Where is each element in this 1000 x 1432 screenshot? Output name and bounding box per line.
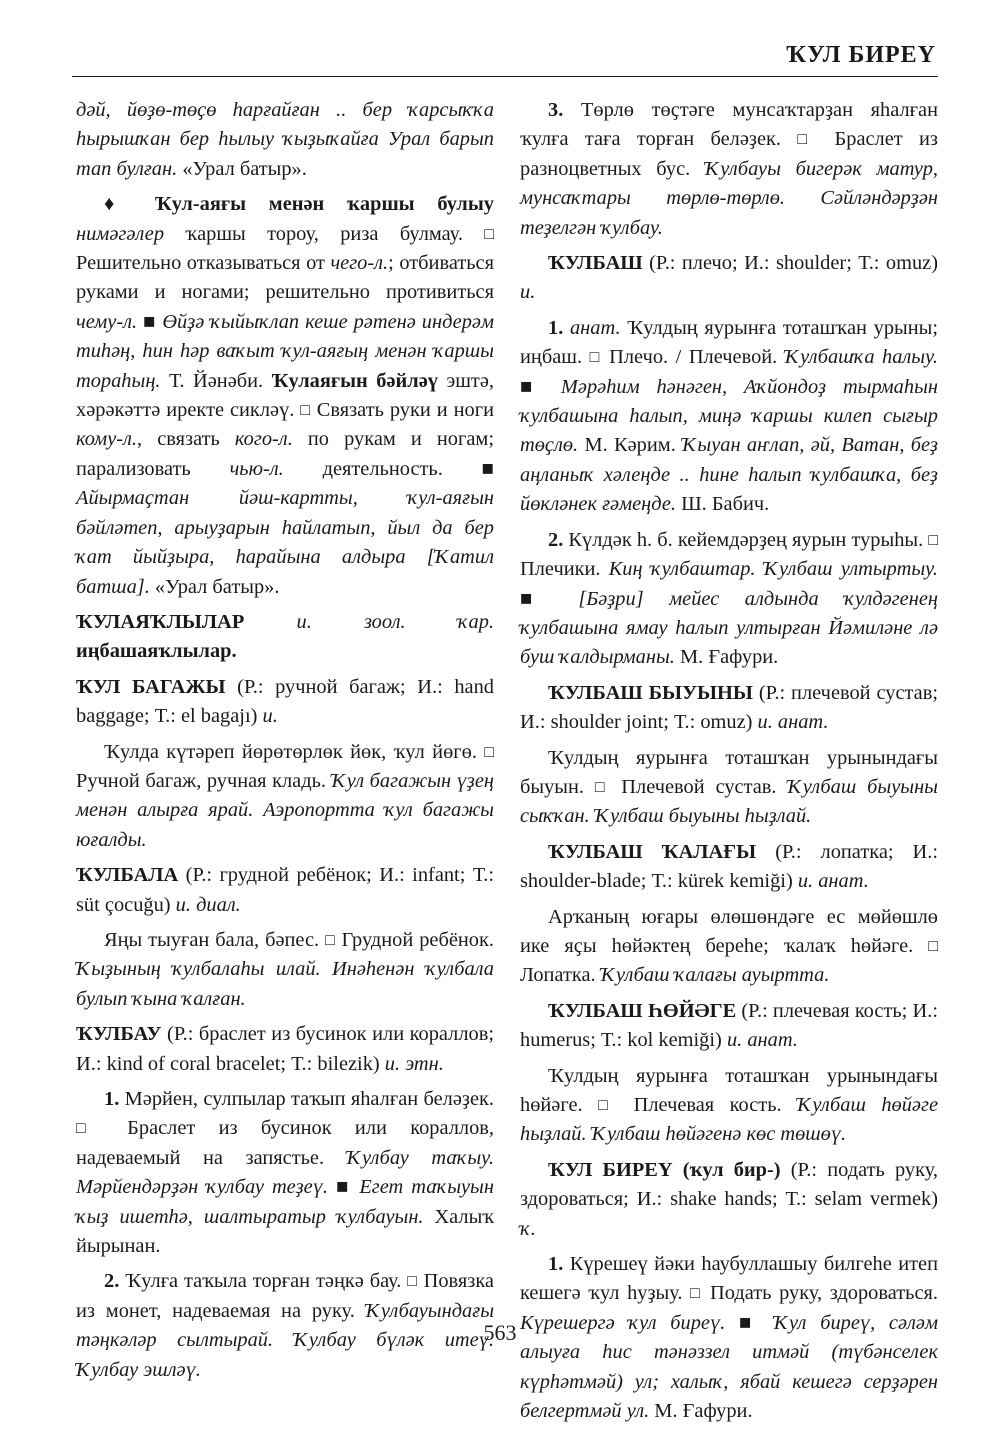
headword: ҠУЛБАУ <box>76 1023 162 1046</box>
headword: ҠУЛБАЛА <box>76 864 179 887</box>
example-square-icon: ■ <box>143 310 157 333</box>
grammar-note: и. анат. <box>797 870 869 893</box>
grammar-note: кого-л. <box>234 428 293 451</box>
equivalents-text: (Р.: грудной ребёнок; И.: infant; Т.: süt çocuğu) <box>76 864 494 916</box>
headword: ҠУЛБАШ <box>548 252 643 275</box>
idiom-entry <box>76 190 494 602</box>
example-text: Күрешергә ҡул биреү. <box>520 1311 726 1334</box>
translation-text: Плечевой сустав. <box>610 775 788 798</box>
definition-text: ҡаршы тороу, риза булмау. <box>164 222 485 245</box>
sense-paragraph <box>520 526 938 673</box>
grammar-note: чего-л. <box>330 252 389 275</box>
equivalents-text: (Р.: ручной багаж; И.: hand baggage; Т.: el bagajı) <box>76 675 494 728</box>
grammar-note: и. диал. <box>175 893 241 916</box>
example-text: Ҡулбаш быуыны сыҡҡан. Ҡулбаш быуыны һыҙлай. <box>520 775 938 828</box>
translation-text: ; отбиваться руками и ногами; решительно противиться <box>76 252 494 304</box>
grammar-note: чему-л. <box>76 310 138 333</box>
translation-text: Грудной ребёнок. <box>335 928 494 951</box>
example-text: Ҡул биреү, сәләм алыуға һис тәнәззел итмәй (түбәнселек күрһәтмәй) ул; халыҡ, ябай кешегә серҙәрен белгертмәй ул. <box>520 1311 938 1423</box>
example-text: Егет таҡыуын ҡыҙ ишетһә, шалтыратыр ҡулбауын. <box>76 1176 494 1228</box>
equivalents-text: (Р.: браслет из бусинок или кораллов; И.: kind of coral bracelet; Т.: bilezik) <box>76 1023 494 1075</box>
example-square-icon: ■ <box>336 1176 352 1199</box>
translation-text: Решительно отказываться от <box>76 252 331 275</box>
definition-paragraph <box>520 903 938 991</box>
entry-kul-bireu <box>520 1156 938 1244</box>
equivalents-text: (Р.: плечевой сустав; И.: shoulder joint; Т.: omuz) <box>520 681 938 734</box>
translation-text: деятельность. <box>283 457 482 480</box>
translation-square-icon: □ <box>594 778 611 796</box>
running-head: ҠУЛ БИРЕҮ <box>786 42 936 68</box>
entry-kulbash-hoyage <box>520 997 938 1056</box>
translation-square-icon: □ <box>598 1097 619 1114</box>
example-text: дәй, йөҙө-төҫө һарғайған .. бер ҡарсыҡҡа һырышҡан бер һылыу ҡыҙыҡайға Урал барып тап булған. <box>76 99 494 180</box>
header-rule <box>72 76 938 77</box>
definition-text: Ҡулдың яурынға тоташҡан урыны; иңбаш. <box>520 316 938 369</box>
source-text: «Урал батыр». <box>177 157 307 180</box>
source-text: Халыҡ йырынан. <box>76 1205 494 1258</box>
translation-square-icon: □ <box>797 131 819 149</box>
example-text: Мәрәһим һәнәген, Аҡйондоҙ тырмаһын ҡулбашына һалып, миңә ҡаршы килеп сығыр төҫлө. <box>520 375 938 457</box>
source-text: Ш. Бабич. <box>675 493 770 516</box>
translation-text: Браслет из разноцветных бус. <box>520 128 938 180</box>
example-text: Ҡулбаш ҡалағы ауыртта. <box>600 964 830 987</box>
headword: ҠУЛБАШ ҠАЛАҒЫ <box>548 840 757 863</box>
headword: ҠУЛБАШ ҺӨЙӘГЕ <box>548 999 737 1022</box>
grammar-note: и. анат. <box>757 711 829 734</box>
entry-kulbash-byuyny <box>520 679 938 738</box>
translation-text: Браслет из бусинок или кораллов, надеваемый на запястье. <box>76 1117 494 1169</box>
example-square-icon: ■ <box>481 457 494 480</box>
translation-text: Ручной багаж, ручная кладь. <box>76 769 332 792</box>
sense-number: 3. <box>548 99 564 121</box>
example-text: Ҡыҙының ҡулбалаһы илай. Инәһенән ҡулбала булып ҡына ҡалған. <box>76 958 494 1010</box>
translation-text: Плечики. <box>520 558 609 581</box>
idiom-headword: Ҡулаяғын бәйләү <box>271 369 438 392</box>
sense-paragraph <box>520 314 938 520</box>
translation-text: Плечевая кость. <box>618 1094 798 1116</box>
grammar-note: ҡ. <box>520 1217 536 1240</box>
definition-paragraph <box>76 738 494 856</box>
translation-square-icon: □ <box>928 531 938 549</box>
page-number: 563 <box>483 1320 517 1345</box>
translation-text: Лопатка. <box>520 964 601 987</box>
example-text: Киң ҡулбаштар. Ҡулбаш ултыртыу. <box>608 558 938 581</box>
sense-number: 1. <box>104 1088 120 1110</box>
translation-square-icon: □ <box>589 349 602 367</box>
translation-text: Повязка из монет, надеваемая на руку. <box>76 1270 494 1322</box>
entry-kulbau <box>76 1020 494 1079</box>
definition-text: Ҡулда күтәреп йөрөтөрлөк йөк, ҡул йөгө. <box>104 740 485 763</box>
headword: ҠУЛАЯҠЛЫЛАР <box>76 610 245 633</box>
source-text: М. Ғафури. <box>649 1400 753 1423</box>
example-text: Ҡулбашҡа һалыу. <box>784 346 938 369</box>
equivalents-text: (Р.: плечевая кость; И.: humerus; Т.: kol kemiği) <box>520 999 938 1052</box>
equivalents-text: (Р.: лопатка; И.: shoulder-blade; Т.: kürek kemiği) <box>520 840 939 893</box>
headword: ҠУЛ БАГАЖЫ <box>76 675 226 698</box>
sense-paragraph <box>520 96 938 243</box>
source-text: М. Ғафури. <box>674 646 779 669</box>
grammar-note: кому-л. <box>76 428 138 451</box>
definition-text: Яңы тыуған бала, бәпес. <box>104 928 326 951</box>
example-square-icon: ■ <box>520 375 545 398</box>
translation-square-icon: □ <box>484 225 494 243</box>
definition-text: Төрлө төҫтәге мунсаҡтарҙан яһалған ҡулға таға торған беләҙек. <box>520 99 938 151</box>
definition-text: Арҡаның юғары өлөшөндәге ес мөйөшлө ике яҫы һөйәктең береһе; ҡалаҡ һөйәге. <box>520 905 938 957</box>
definition-text: Мәрйен, сулпылар таҡып яһалған беләҙек. <box>119 1088 494 1110</box>
idiom-note: нимәгәлер <box>76 222 165 245</box>
entry-kulbala <box>76 861 494 920</box>
grammar-note: и. <box>520 281 536 304</box>
definition-text: Ҡулдың яурынға тоташҡан урынындағы быуын. <box>520 746 938 798</box>
grammar-note: и. <box>262 705 278 728</box>
source-text: «Урал батыр». <box>149 575 280 598</box>
translation-square-icon: □ <box>690 1285 703 1303</box>
grammar-note: и. этн. <box>384 1052 444 1075</box>
definition-text: Күлдәк һ. б. кейемдәрҙең яурын турыһы. <box>563 528 929 551</box>
translation-text: , связать <box>137 428 235 451</box>
translation-square-icon: □ <box>928 937 938 955</box>
example-text: Ҡыуан аҥлап, әй, Ватан, беҙ аңланыҡ хәлеңде .. һине һалып ҡулбашҡа, беҙ йөкләнек ғәмеңде. <box>520 434 938 516</box>
example-text: Айырмаҫтан йәш-картты, ҡул-аяғын бәйләтеп, арыуҙарын һайлатып, йыл да бер ҡат йыйҙыра, һарайына алдыра [Ҡатил батша]. <box>76 487 494 598</box>
translation-text: Связать руки и ноги <box>310 399 494 422</box>
sense-paragraph <box>76 1085 494 1261</box>
translation-square-icon: □ <box>325 931 336 949</box>
sense-number: 2. <box>548 528 564 551</box>
example-text: Өйҙә ҡыйыҡлап кеше рәтенә индерәм тиһәң, һин һәр ваҡыт ҡул-аяғың менән ҡаршы тораһың. <box>76 310 494 392</box>
example-text: Ҡулбауындағы тәңкәләр сылтырай. Ҡулбау бүләк итеү. Ҡулбау эшләү. <box>76 1299 494 1381</box>
definition-text: Күрешеү йәки һаубуллашыу билгеһе итеп кешегә ҡул һуҙыу. <box>520 1253 938 1305</box>
example-text: Ҡулбаш һөйәге һыҙлай. Ҡулбаш һөйәгенә көс төшөү. <box>520 1094 938 1146</box>
spacer-text <box>328 1176 336 1198</box>
translation-square-icon: □ <box>407 1273 418 1291</box>
left-column <box>76 96 494 1391</box>
translation-text: Подать руку, здороваться. <box>702 1282 938 1305</box>
source-text: Т. Йәнәби. <box>160 369 272 392</box>
example-text: Ҡул багажын үҙең менән алырға ярай. Аэропортта ҡул багажы юғалды. <box>76 769 494 851</box>
grammar-note: и. зоол. ҡар. <box>244 610 494 633</box>
grammar-note: анат. <box>563 316 621 339</box>
entry-kulbash-kalagy <box>520 838 938 897</box>
definition-text: Ҡулға таҡыла торған тәңкә бау. <box>119 1270 408 1293</box>
example-text: Ҡулбауы бигерәк матур, мунсаҡтары төрлө-төрлө. Сәйләндәрҙән теҙелгән ҡулбау. <box>520 157 939 239</box>
example-text: [Бәҙри] мейес алдында ҡулдәгенең ҡулбашына ямау һалып ултырған Йәмиләне лә буш ҡалдырманы. <box>520 587 938 669</box>
translation-square-icon: □ <box>76 1120 104 1138</box>
example-square-icon: ■ <box>520 587 553 610</box>
translation-text: Плечо. / Плечевой. <box>601 346 785 369</box>
definition-paragraph <box>520 1062 938 1150</box>
sense-number: 2. <box>104 1270 120 1293</box>
entry-kulayaklylar <box>76 608 494 667</box>
right-column <box>520 96 938 1432</box>
cross-reference: иңбашаяҡлылар. <box>76 640 237 663</box>
headword: ҠУЛБАШ БЫУЫНЫ <box>548 681 753 704</box>
translation-square-icon: □ <box>484 743 494 761</box>
entry-kul-bagazhy <box>76 673 494 732</box>
headword: ҠУЛ БИРЕҮ (ҡул бир-) <box>548 1158 781 1181</box>
source-text: М. Кәрим. <box>578 434 683 457</box>
entry-continuation <box>76 96 494 184</box>
translation-text: по рукам и ногам; парализовать <box>76 428 494 480</box>
translation-square-icon: □ <box>300 402 311 420</box>
grammar-note: чью-л. <box>229 457 284 480</box>
entry-kulbash <box>520 249 938 308</box>
sense-number: 1. <box>548 316 564 339</box>
diamond-icon: ♦ <box>104 193 155 216</box>
sense-number: 1. <box>548 1253 564 1276</box>
definition-paragraph <box>76 926 494 1014</box>
definition-paragraph <box>520 744 938 832</box>
definition-text: Ҡулдың яурынға тоташҡан урынындағы һөйәге. <box>520 1064 938 1116</box>
example-text: Ҡулбау таҡыу. Мәрйендәрҙән ҡулбау теҙеү. <box>76 1146 495 1199</box>
example-square-icon: ■ <box>739 1311 761 1334</box>
idiom-headword: Ҡул-аяғы менән ҡаршы булыу <box>154 193 494 216</box>
equivalents-text: (Р.: плечо; И.: shoulder; Т.: omuz) <box>642 252 938 275</box>
grammar-note: и. анат. <box>726 1029 798 1052</box>
equivalents-text: (Р.: подать руку, здороваться; И.: shake hands; Т.: selam vermek) <box>520 1158 938 1211</box>
definition-text: эштә, хәрәкәттә иректе сикләү. <box>76 369 494 422</box>
